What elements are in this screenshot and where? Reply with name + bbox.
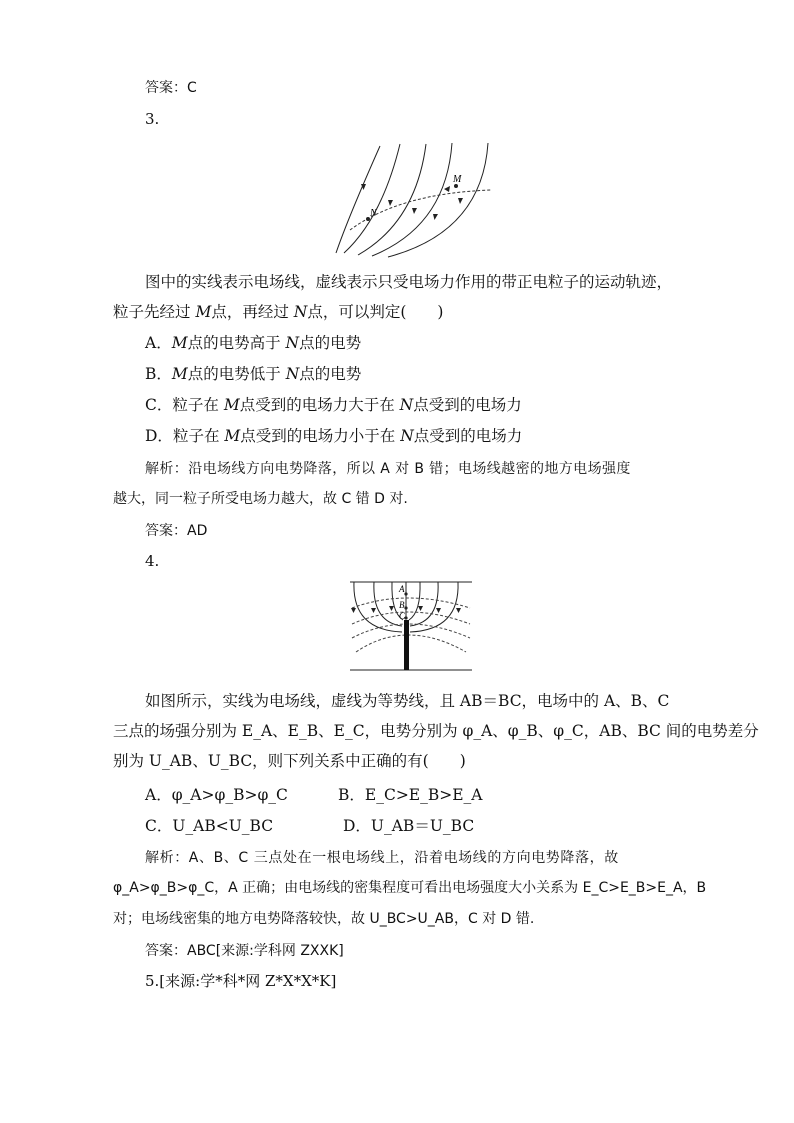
q4-option-b: B．E_C>E_B>E_A <box>338 786 483 804</box>
point-m-label: M <box>453 174 462 185</box>
q3-number: 3. <box>145 110 160 128</box>
answer-value: AD <box>187 523 208 539</box>
q4-analysis-line-2: φ_A>φ_B>φ_C，A 正确；由电场线的密集程度可看出电场强度大小关系为 E_C>E_B>E_A，B <box>113 880 707 896</box>
charged-rod <box>404 620 409 670</box>
q4-stem-line-2: 三点的场强分别为 E_A、E_B、E_C，电势分别为 φ_A、φ_B、φ_C，AB、BC 间的电势差分 <box>113 722 759 740</box>
q3-field-figure <box>330 138 502 258</box>
q3-answer-line <box>145 522 207 540</box>
option-label: B． <box>145 365 172 383</box>
answer-value: C <box>187 80 197 96</box>
equipotential-1 <box>352 598 470 608</box>
answer-value: ABC[来源:学科网 ZXXK] <box>187 943 344 959</box>
q3-stem-line-1: 图中的实线表示电场线，虚线表示只受电场力作用的带正电粒子的运动轨迹， <box>145 273 673 291</box>
arrow <box>351 608 356 613</box>
q4-option-c: C．U_AB<U_BC <box>145 817 274 835</box>
var-m: M <box>171 334 188 352</box>
point-c-label: C <box>399 611 406 621</box>
arrow-5 <box>458 198 463 204</box>
point-a-label: A <box>399 584 405 594</box>
arrow <box>456 608 461 613</box>
q4-option-a: A．φ_A>φ_B>φ_C <box>145 786 288 804</box>
option-text: 点的电势低于 <box>187 365 286 383</box>
answer-label: 答案： <box>145 80 187 96</box>
q4-answer-line <box>145 942 344 960</box>
var-n: N <box>285 334 300 352</box>
q3-option-d <box>145 427 522 445</box>
field-line-4 <box>372 143 452 256</box>
stem-text: 点，再经过 <box>211 303 294 321</box>
equipotential-4 <box>356 635 466 652</box>
option-text: 点的电势高于 <box>187 334 286 352</box>
point-b-label: B <box>399 600 405 610</box>
q3-stem-line-2 <box>113 303 443 321</box>
option-text: 点受到的电场力 <box>413 427 523 445</box>
arrow <box>371 608 376 613</box>
field-line-5 <box>388 143 488 257</box>
arrow-3 <box>412 208 417 214</box>
option-text: 点受到的电场力小于在 <box>240 427 401 445</box>
stem-text: 点，可以判定( ) <box>307 303 444 321</box>
option-label: C． <box>145 396 173 414</box>
arrow <box>418 606 423 611</box>
q3-option-a <box>145 334 361 352</box>
q3-option-c <box>145 396 522 414</box>
q4-analysis-line-3: 对；电场线密集的地方电势降落较快，故 U_BC>U_AB，C 对 D 错. <box>113 911 535 927</box>
field-line-5 <box>410 582 438 626</box>
option-text: 点受到的电场力大于在 <box>239 396 400 414</box>
trajectory-arrow <box>444 186 450 192</box>
option-text: 粒子在 <box>172 396 224 414</box>
var-m: M <box>195 303 212 321</box>
q3-analysis-line-2: 越大，同一粒子所受电场力越大，故 C 错 D 对. <box>113 491 408 507</box>
stem-text: 粒子先经过 <box>113 303 196 321</box>
point-b-dot <box>404 606 407 609</box>
q2-answer-line <box>145 79 197 97</box>
q5-number: 5.[来源:学*科*网 Z*X*X*K] <box>145 972 337 990</box>
option-label: D． <box>145 427 173 445</box>
var-m: M <box>224 427 241 445</box>
q4-field-figure <box>346 578 476 676</box>
q4-stem-line-1: 如图所示，实线为电场线，虚线为等势线，且 AB＝BC，电场中的 A、B、C <box>145 692 670 710</box>
answer-label: 答案： <box>145 523 187 539</box>
var-n: N <box>293 303 308 321</box>
var-m: M <box>171 365 188 383</box>
q4-analysis-line-1: 解析：A、B、C 三点处在一根电场线上，沿着电场线的方向电势降落，故 <box>145 850 619 866</box>
q4-stem-line-3: 别为 U_AB、U_BC，则下列关系中正确的有( ) <box>113 752 466 770</box>
arrow-2 <box>388 200 393 206</box>
point-a-dot <box>404 592 407 595</box>
answer-label: 答案： <box>145 943 187 959</box>
q4-option-d: D．U_AB＝U_BC <box>343 817 475 835</box>
var-n: N <box>399 396 414 414</box>
var-n: N <box>285 365 300 383</box>
field-line-2 <box>374 582 402 626</box>
field-line-1 <box>336 146 380 253</box>
arrow <box>436 608 441 613</box>
point-n-label: N <box>370 208 377 219</box>
option-text: 点的电势 <box>299 365 362 383</box>
q4-number: 4. <box>145 552 160 570</box>
option-text: 点受到的电场力 <box>413 396 522 414</box>
option-text: 粒子在 <box>172 427 225 445</box>
option-text: 点的电势 <box>299 334 362 352</box>
option-label: A． <box>145 334 172 352</box>
field-line-4 <box>409 582 420 620</box>
q3-analysis-line-1: 解析：沿电场线方向电势降落，所以 A 对 B 错；电场线越密的地方电场强度 <box>145 461 631 477</box>
field-line-2 <box>344 144 400 253</box>
field-line-3 <box>358 144 426 255</box>
arrow-4 <box>433 214 438 220</box>
q3-option-b <box>145 365 361 383</box>
var-m: M <box>223 396 240 414</box>
arrow <box>389 606 394 611</box>
var-n: N <box>400 427 414 445</box>
